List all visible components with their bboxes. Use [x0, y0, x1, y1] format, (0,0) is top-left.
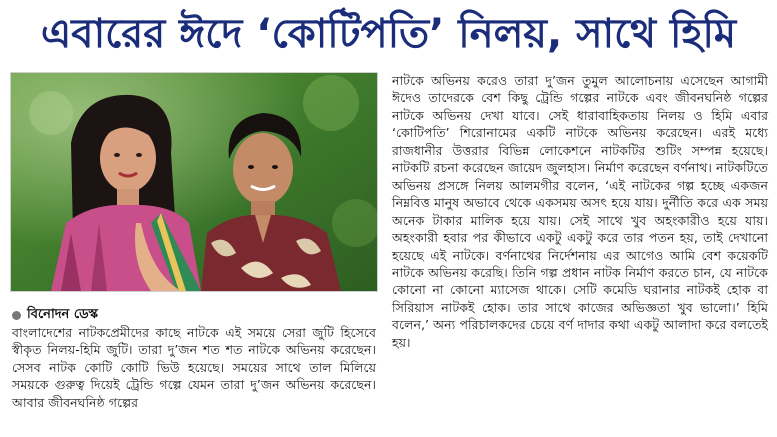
byline-label: বিনোদন ডেস্ক — [27, 306, 99, 322]
photo-illustration — [11, 73, 377, 291]
left-column-text: বাংলাদেশের নাটকপ্রেমীদের কাছে নাটকে এই সময়ে সেরা জুটি হিসেবে স্বীকৃত নিলয়-হিমি জুটি। তারা দু’জন শত শত নাটকে অভিনয় করেছেন। সেসব নাটক কোটি কোটি ভিউ হয়েছে। সময়ের সাথে তাল মিলিয়ে সময়কে গুরুত্ব দিয়েই ট্রেন্ডি গল্পে যেমন তারা দু’জন অভিনয় করেছেন। আবার জীবনঘনিষ্ঠ গল্পের — [12, 325, 376, 410]
article-photo — [10, 72, 378, 292]
headline: এবারের ঈদে ‘কোটিপতি’ নিলয়, সাথে হিমি — [40, 10, 737, 57]
bullet-icon — [12, 311, 21, 320]
byline — [12, 306, 98, 324]
right-column-text: নাটকে অভিনয় করেও তারা দু’জন তুমুল আলোচনায় এসেছেন আগামী ঈদেও তাদেরকে বেশ কিছু ট্রেন্ডি গল্পের নাটকে এবং জীবনঘনিষ্ঠ গল্পের নাটকে অভিনয় দেখা যাবে। সেই ধারাবাহিকতায় নিলয় ও হিমি এবার ‘কোটিপতি’ শিরোনামের একটি নাটকে অভিনয় করেছেন। এরই মধ্যে রাজধানীর উত্তরার বিভিন্ন লোকেশনে নাটকটির শুটিং সম্পন্ন হয়েছে। নাটকটি রচনা করেছেন জায়েদ জুলহাস। নির্মাণ করেছেন বর্ণনাথ। নাটকটিতে অভিনয় প্রসঙ্গে নিলয় আলমগীর বলেন, ‘এই নাটকের গল্প হচ্ছে একজন নিম্নবিত্ত মানুষ অভাবে থেকে একসময় অসৎ হয়ে যায়। দুর্নীতি করে এক সময় অনেক টাকার মালিক হয়ে যায়। সেই সাথে খুব অহংকারীও হয়ে যায়। অহংকারী হবার পর কীভাবে একটু একটু করে তার পতন হয়, তাই দেখানো হয়েছে এই নাটকে। বর্ণনাথের নির্দেশনায় এর আগেও আমি বেশ কয়েকটি নাটকে অভিনয় করেছি। তিনি গল্প প্রধান নাটক নির্মাণ করতে চান, যে নাটকে কোনো না কোনো ম্যাসেজ থাকে। সেটি কমেডি ঘরানার নাটকই হোক বা সিরিয়াস নাটকই হোক। তার সাথে কাজের অভিজ্ঞতা খুব ভালো।’ হিমি বলেন,’ অন্য পরিচালকদের চেয়ে বর্ণ দাদার কথা একটু আলাদা করে বলতেই হয়। — [392, 73, 768, 350]
article-column-left — [12, 324, 376, 411]
article-column-right — [392, 72, 768, 351]
